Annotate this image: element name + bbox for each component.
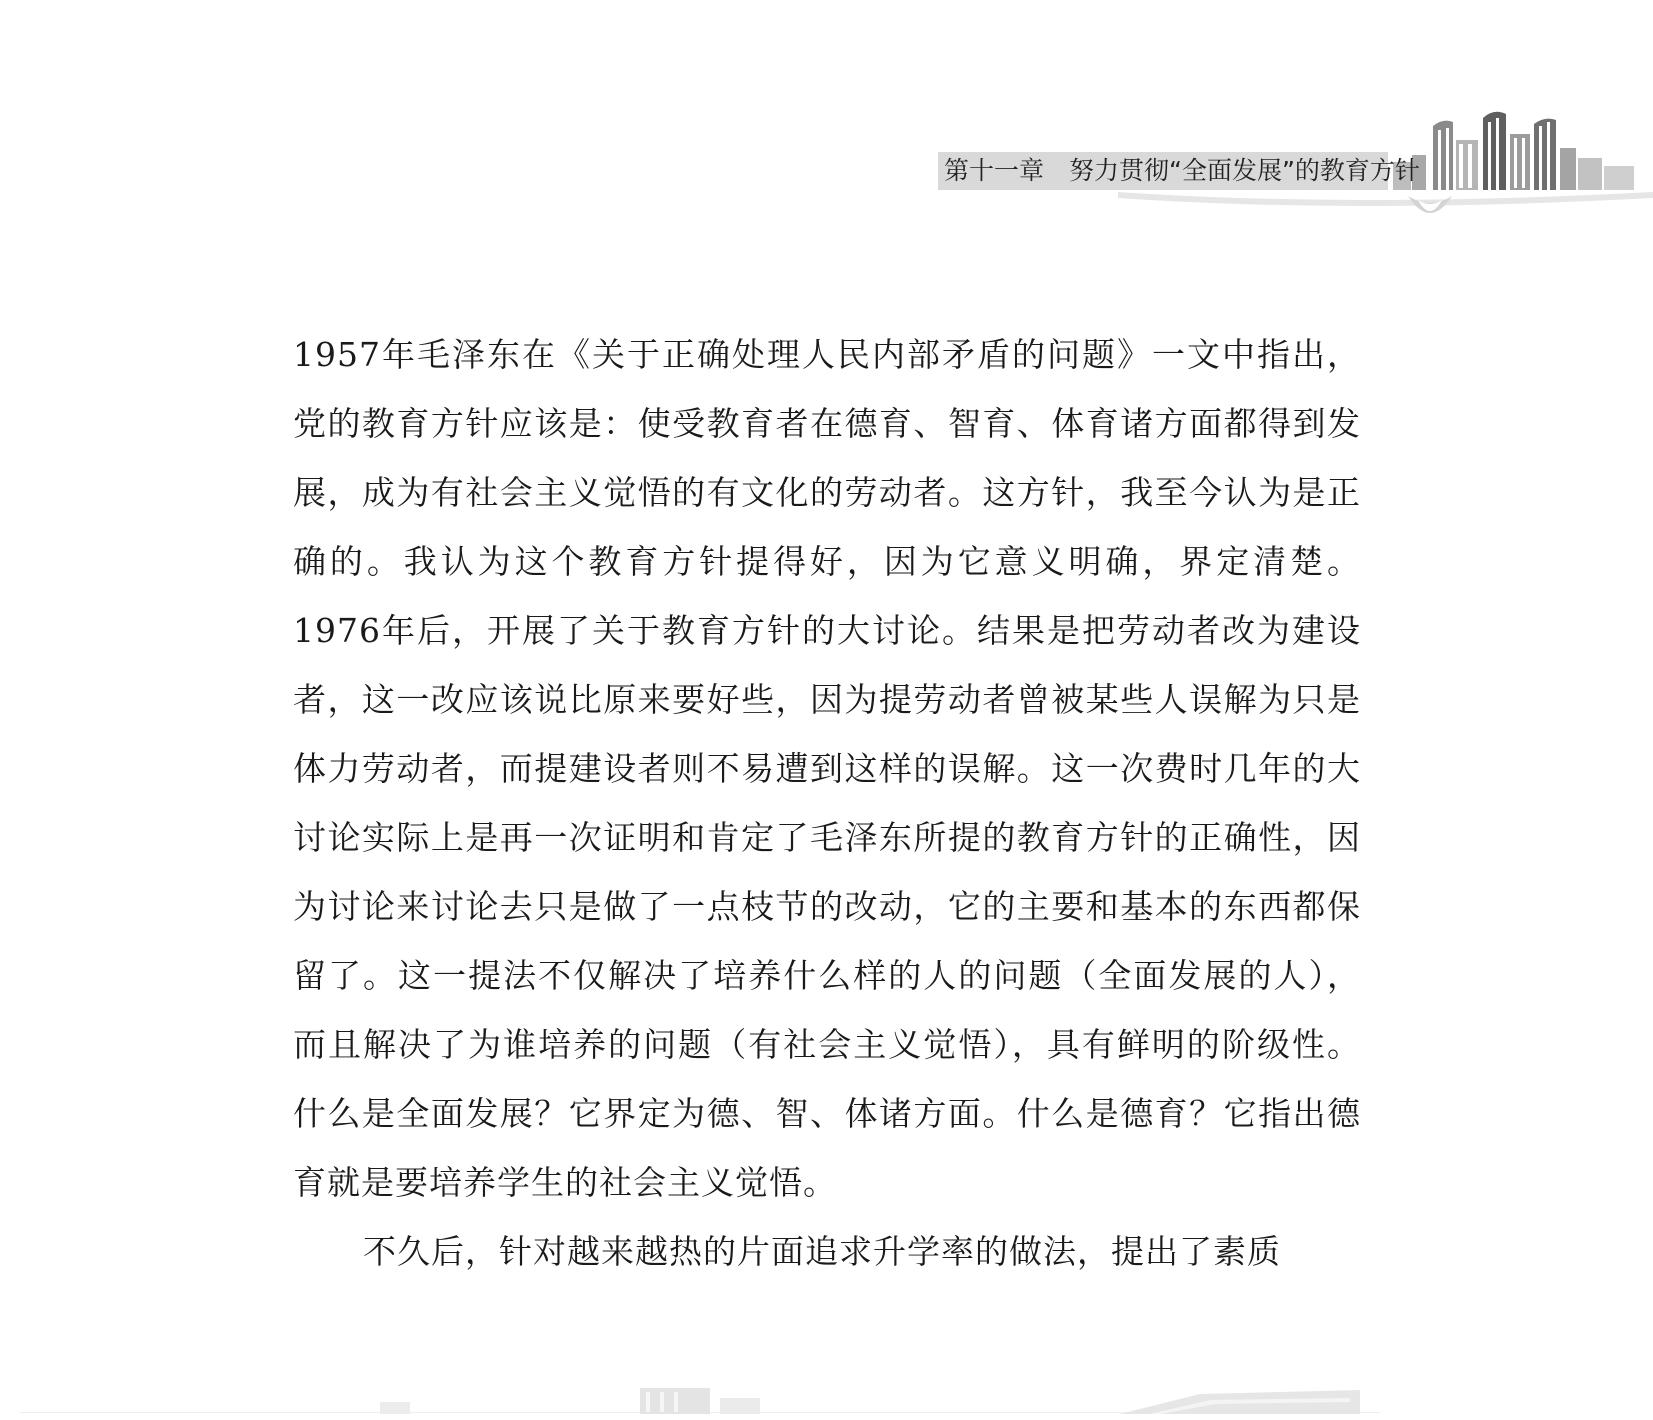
footer-skyline-decoration	[20, 1380, 1380, 1420]
paragraph: 1957年毛泽东在《关于正确处理人民内部矛盾的问题》一文中指出，党的教育方针应该是：使受教育者在德育、智育、体育诸方面都得到发展，成为有社会主义觉悟的有文化的劳动者。这方针，我至今认为是正确的。我认为这个教育方针提得好，因为它意义明确，界定清楚。1976年后，开展了关于教育方针的大讨论。结果是把劳动者改为建设者，这一改应该说比原来要好些，因为提劳动者曾被某些人误解为只是体力劳动者，而提建设者则不易遭到这样的误解。这一次费时几年的大讨论实际上是再一次证明和肯定了毛泽东所提的教育方针的正确性，因为讨论来讨论去只是做了一点枝节的改动，它的主要和基本的东西都保留了。这一提法不仅解决了培养什么样的人的问题（全面发展的人），而且解决了为谁培养的问题（有社会主义觉悟），具有鲜明的阶级性。什么是全面发展？它界定为德、智、体诸方面。什么是德育？它指出德育就是要培养学生的社会主义觉悟。	[293, 335, 1361, 1202]
running-header	[938, 100, 1653, 230]
body-text	[293, 320, 1361, 1286]
paragraph: 不久后，针对越来越热的片面追求升学率的做法，提出了素质	[363, 1232, 1281, 1271]
running-header-title: 第十一章 努力贯彻“全面发展”的教育方针	[944, 156, 1420, 185]
